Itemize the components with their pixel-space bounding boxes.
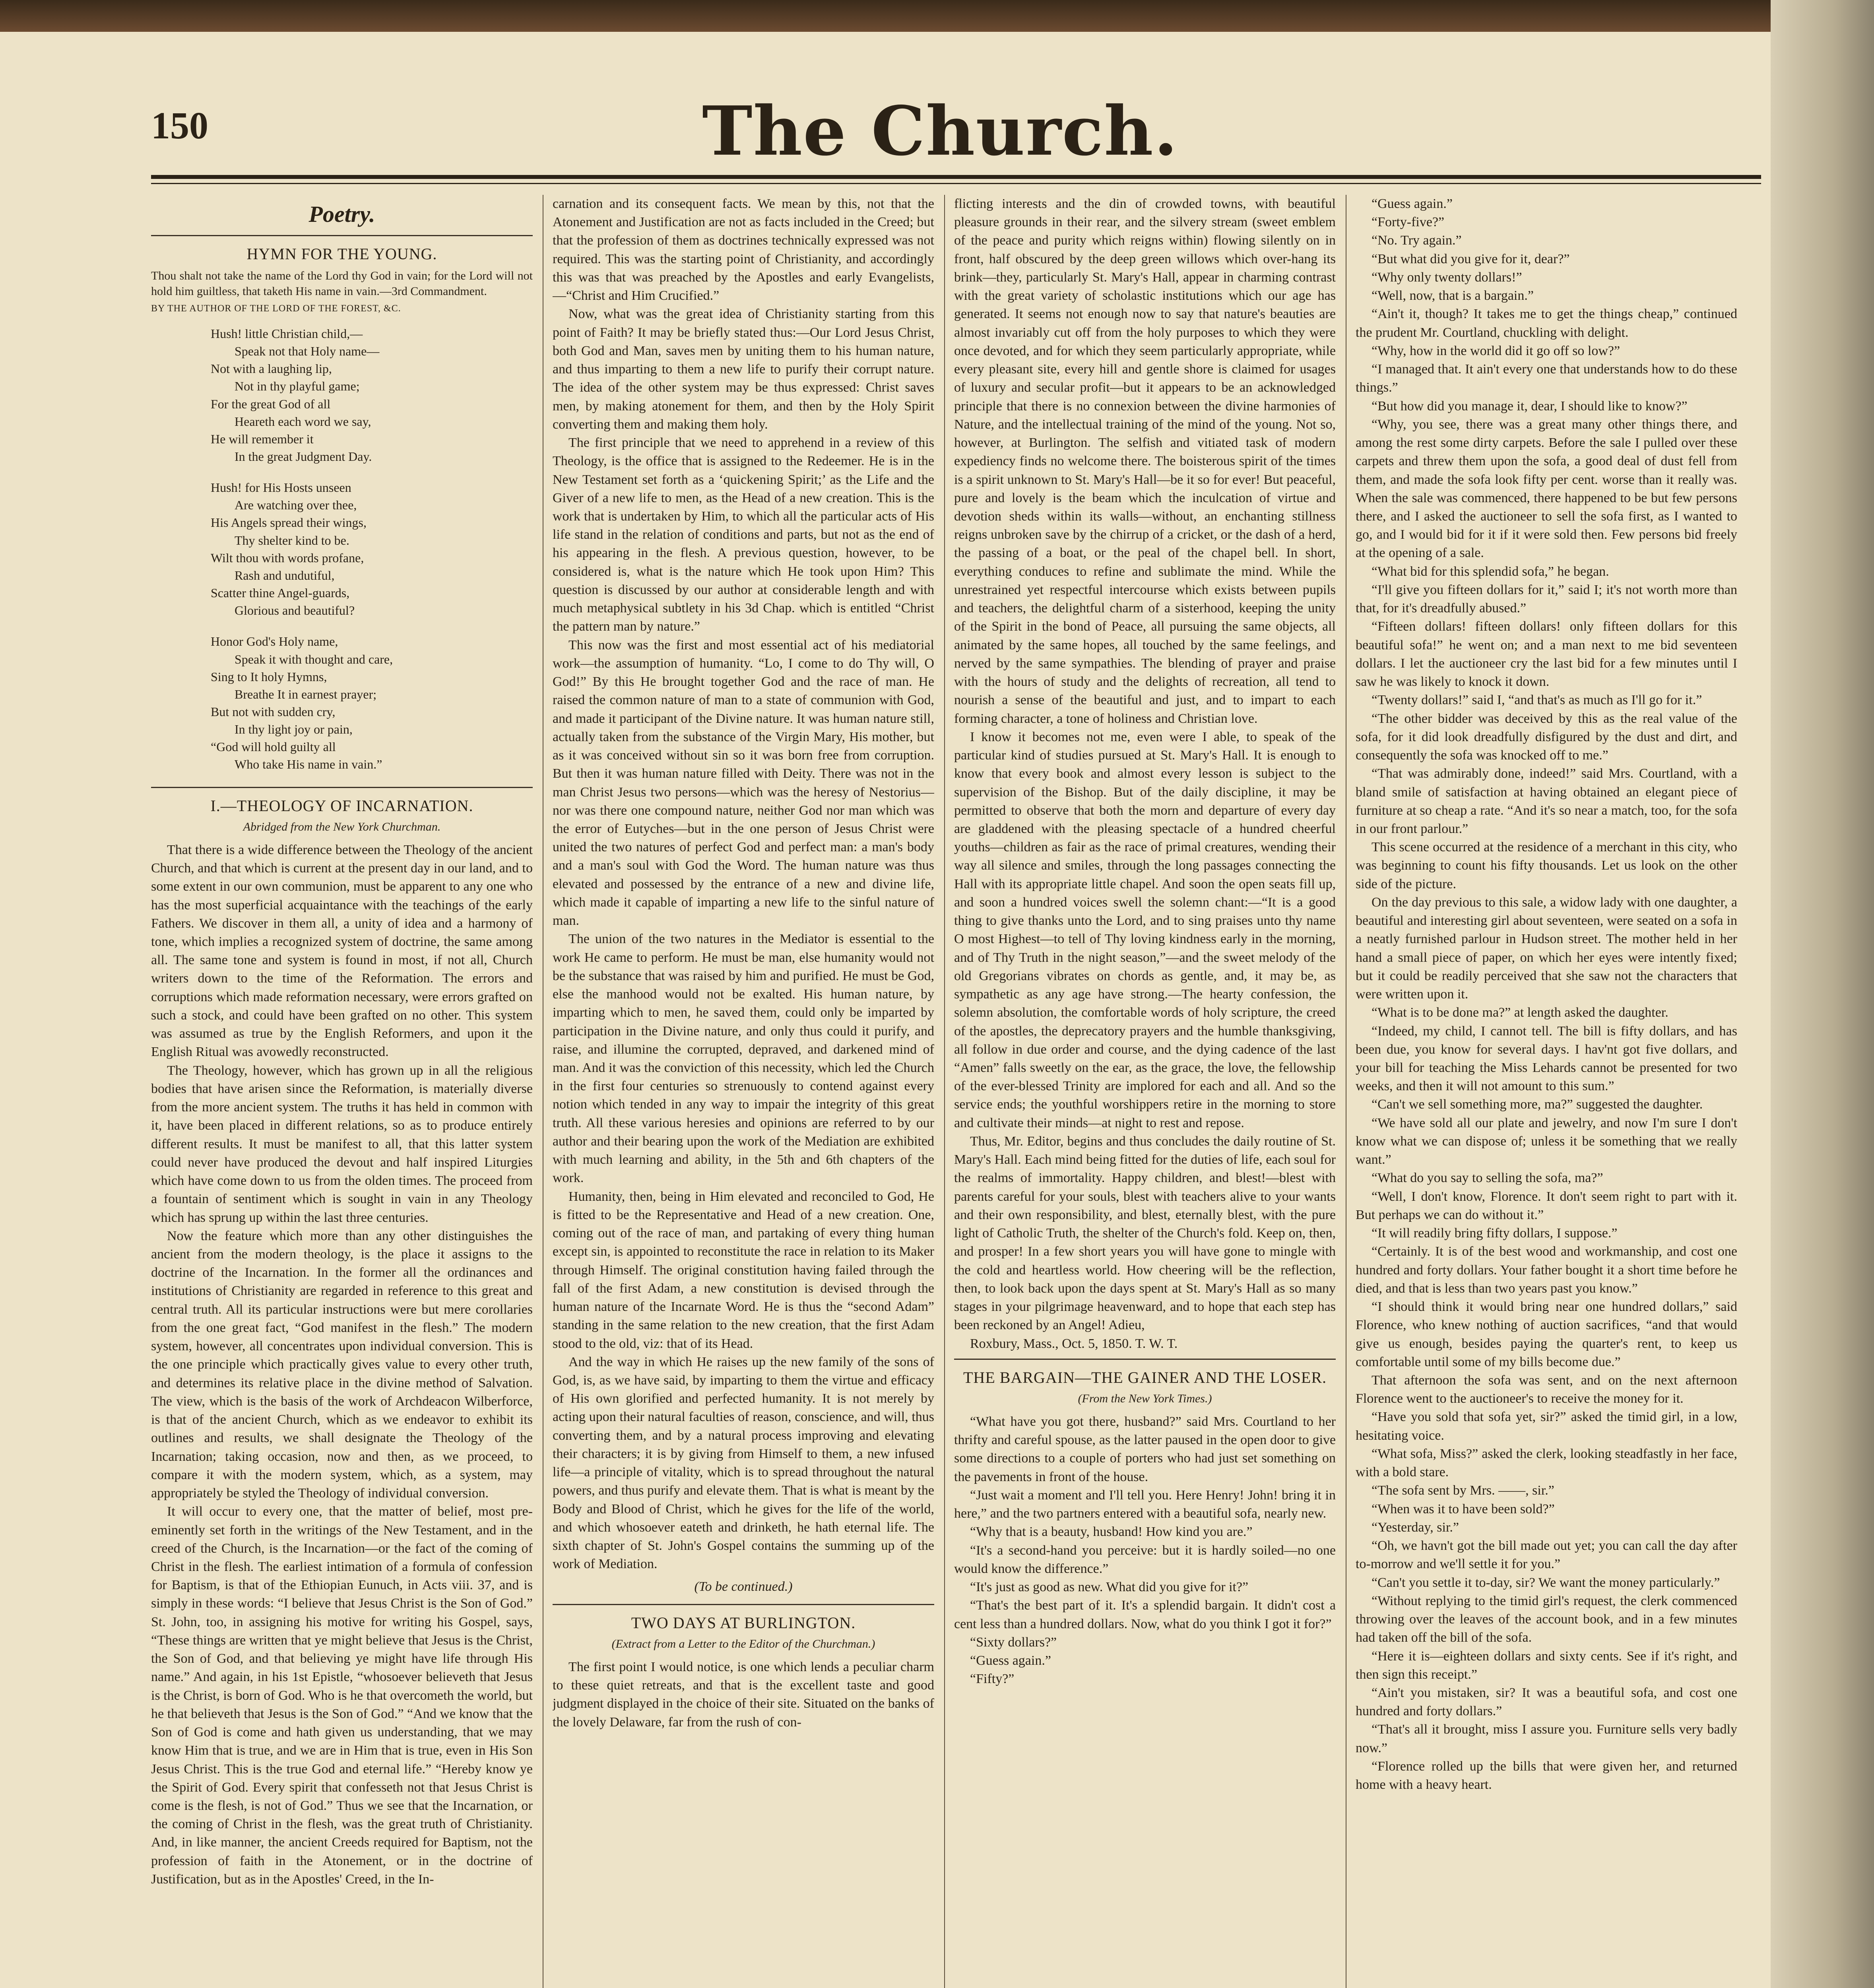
hymn-stanza xyxy=(211,479,533,619)
column-2 xyxy=(553,195,934,1988)
article-paragraph: “Forty-five?” xyxy=(1372,215,1445,230)
article-title: I.—THEOLOGY OF INCARNATION. xyxy=(210,796,473,815)
article-paragraph: Now, what was the great idea of Christianity starting from this point of Faith? It may be briefly stated thus:—Our Lord Jesus Christ, both God and Man, saves men by uniting them to his human nature, and thus imparting to them a new life to purify their corrupt nature. The idea of the other system may be thus expressed: Christ saves men, by making atonement for them, and then by the Holy Spirit converting them and making them holy. xyxy=(553,307,934,432)
article-paragraph: “Certainly. It is of the best wood and workmanship, and cost one hundred and forty dollars. Your father bought it a short time before he died, and that is less than two years past you know.” xyxy=(1356,1244,1737,1296)
page-header xyxy=(119,68,1761,171)
article-paragraph: “The sofa sent by Mrs. ——, sir.” xyxy=(1372,1483,1554,1498)
article-paragraph: “Guess again.” xyxy=(1372,196,1453,211)
verse-line: Glorious and beautiful? xyxy=(235,603,355,618)
columns-container xyxy=(151,195,1761,1988)
article-paragraph: “Florence rolled up the bills that were given her, and returned home with a heavy heart. xyxy=(1356,1759,1737,1792)
article-paragraph: “That's all it brought, miss I assure you. Furniture sells very badly now.” xyxy=(1356,1722,1737,1755)
verse-line: Are watching over thee, xyxy=(235,498,357,513)
hymn-byline: BY THE AUTHOR OF THE LORD OF THE FOREST, &C. xyxy=(151,303,401,314)
hymn-title: HYMN FOR THE YOUNG. xyxy=(246,245,437,263)
article-paragraph: carnation and its consequent facts. We mean by this, not that the Atonement and Justification are not as facts included in the Creed; but that the profession of them as doctrines technically expressed was not required. This was the starting point of Christianity, and accordingly this was that was preached by the Apostles and early Evangelists,—“Christ and Him Crucified.” xyxy=(553,196,934,303)
article-source: (From the New York Times.) xyxy=(1078,1392,1212,1406)
article-paragraph: The first principle that we need to apprehend in a review of this Theology, is the office that is assigned to the Redeemer. He is in the New Testament set forth as a ‘quickening Spirit;’ as the Life and the Giver of a new life to men, as the Head of a new creation. This is the work that is undertaken by Him, to which all the particular acts of His life stand in the relation of conditions and parts, but not as the end of his appearing in the flesh. A previous question, however, to be considered is, what is the nature which He took upon Him? This question is discussed by our author at considerable length and with much metaphysical subtlety in his 3d Chap. which is entitled “Christ the pattern man by nature.” xyxy=(553,435,934,634)
article-paragraph: “Why, how in the world did it go off so low?” xyxy=(1372,343,1620,358)
verse-line: His Angels spread their wings, xyxy=(211,515,367,530)
article-paragraph: “Why that is a beauty, husband! How kind you are.” xyxy=(970,1524,1253,1540)
article-paragraph: “When was it to have been sold?” xyxy=(1372,1501,1555,1516)
verse-line: “God will hold guilty all xyxy=(211,740,336,754)
verse-line: Hush! little Christian child,— xyxy=(211,326,363,341)
article-title: TWO DAYS AT BURLINGTON. xyxy=(631,1613,856,1632)
verse-line: Not with a laughing lip, xyxy=(211,361,332,376)
hymn-stanza xyxy=(211,633,533,773)
article-paragraph: flicting interests and the din of crowded towns, with beautiful pleasure grounds in their rear, and the silvery stream (sweet emblem of the peace and purity which reigns within) flowing silently on in front, half obscured by the deep green willows which over-hang its brink—they, particularly St. Mary's Hall, appear in charming contrast with the great variety of scholastic institutions which our age has generated. It seems not enough now to say that nature's beauties are almost invariably cut off from the holy purposes to which they were once devoted, and for which they seem particularly appropriate, while every pleasant site, every hill and gentle shore is claimed for usages of luxury and secular profit—but it appears to be an acknowledged principle that there is no connexion between the divine harmonies of Nature, and the intellectual training of the mind of the young. Not so, however, at Burlington. The selfish and vitiated task of modern expediency finds no welcome there. The boisterous spirit of the times is a spirit unknown to St. Mary's Hall—be it so for ever! But peaceful, pure and lovely is the beam which the inculcation of virtue and devotion sheds within its walls—without, an enchanting stillness reigns unbroken save by the chirrup of a cricket, or the dash of a herd, the passing of a boat, or the peal of the chapel bell. In short, everything conduces to refine and sublimate the mind. While the unrestrained yet respectful intercourse which exists between pupils and teachers, the delightful charm of a sisterhood, keeping the unity of the Spirit in the bond of Peace, all pursuing the same objects, all animated by the same hopes, all touched by the same feelings, and nerved by the same sympathies. The blending of prayer and praise with the hours of study and the delights of recreation, all tend to nourish a sense of the beautiful and just, and to impart to each forming character, a tone of holiness and Christian love. xyxy=(954,196,1336,726)
article-paragraph: “But what did you give for it, dear?” xyxy=(1372,251,1570,266)
article-paragraph: “That's the best part of it. It's a splendid bargain. It didn't cost a cent less than a hundred dollars. Now, what do you think I got it for?” xyxy=(954,1598,1336,1631)
verse-line: Thy shelter kind to be. xyxy=(235,533,349,547)
article-paragraph: “Why, you see, there was a great many other things there, and among the rest some dirty carpets. Before the sale I pulled over these carpets and threw them upon the sofa, a good deal of dust fell from them, and made the sofa look fifty per cent. worse than it really was. When the sale was commenced, there happened to be but few persons there, and I asked the auctioneer to sell the sofa first, as I wanted to go, and I would bid for it if it were sold then. Few persons bid freely at the opening of a sale. xyxy=(1356,417,1737,561)
article-paragraph: “Fifteen dollars! fifteen dollars! only fifteen dollars for this beautiful sofa!” he went on; and a man next to me bid seventeen dollars. I let the auctioneer cry the last bid for a few minutes until I saw he was likely to knock it down. xyxy=(1356,619,1737,689)
article-title: THE BARGAIN—THE GAINER AND THE LOSER. xyxy=(963,1368,1327,1386)
divider xyxy=(553,1604,934,1605)
masthead-title: The Church. xyxy=(702,91,1178,171)
article-paragraph: “Without replying to the timid girl's request, the clerk commenced throwing over the leaves of the account book, and in a few minutes had taken off the bill of the sofa. xyxy=(1356,1593,1737,1645)
book-binding-edge xyxy=(1771,0,1874,1988)
article-paragraph: On the day previous to this sale, a widow lady with one daughter, a beautiful and interesting girl about seventeen, were seated on a sofa in a neatly furnished parlour in Hudson street. The mother held in her hand a small piece of paper, on which her eyes were intently fixed; but it could be readily perceived that she saw not the characters that were written upon it. xyxy=(1356,895,1737,1002)
article-paragraph: It will occur to every one, that the matter of belief, most pre-eminently set forth in the writings of the New Testament, and in the creed of the Church, is the Incarnation—or the fact of the coming of Christ in the flesh. The earliest intimation of a formula of confession for Baptism, is that of the Ethiopian Eunuch, in Acts viii. 37, and is simply in these words: “I believe that Jesus Christ is the Son of God.” St. John, too, in assigning his motive for writing his Gospel, says, “These things are written that ye might believe that Jesus is the Christ, the Son of God, and that believing ye might have life through His name.” And again, in his 1st Epistle, “whosoever believeth that Jesus is the Christ, is born of God. Who is he that overcometh the world, but he that believeth that Jesus is the Son of God.” “And we know that the Son of God is come and hath given us understanding, that we may know Him that is true, and we are in Him that is true, even in His Son Jesus Christ. This is the true God and eternal life.” “Hereby know ye the Spirit of God. Every spirit that confesseth not that Jesus Christ is come is the flesh, is not of God.” Thus we see that the Incarnation, or the coming of Christ in the flesh, was the great truth of Christianity. And, in like manner, the ancient Creeds required for Baptism, not the profession of faith in the Atonement, or in the doctrine of Justification, but as in the Apostles' Creed, in the In- xyxy=(151,1504,533,1887)
article-paragraph: “Yesterday, sir.” xyxy=(1372,1520,1459,1535)
article-source: (Extract from a Letter to the Editor of the Churchman.) xyxy=(611,1637,875,1651)
verse-line: Who take His name in vain.” xyxy=(235,757,382,772)
article-paragraph: This scene occurred at the residence of a merchant in this city, who was beginning to count his fifty thousands. Let us look on the other side of the picture. xyxy=(1356,840,1737,891)
column-3 xyxy=(954,195,1336,1988)
verse-line: Hush! for His Hosts unseen xyxy=(211,480,351,495)
article-paragraph: “Can't you settle it to-day, sir? We want the money particularly.” xyxy=(1372,1575,1720,1590)
article-paragraph: And the way in which He raises up the new family of the sons of God, is, as we have said, by imparting to them the virtue and efficacy of His own glorified and perfected humanity. It is not merely by acting upon their natural faculties of reason, conscience, and will, thus converting them, and by a natural process improving and elevating their characters; it is by giving from Himself to them, a new infused life—a principle of vitality, which is to spread throughout the natural powers, and thus purify and elevate them. That is what is meant by the Body and Blood of Christ, which he gives for the life of the world, and which whosoever eateth and drinketh, he hath eternal life. The sixth chapter of St. John's Gospel contains the summing up of the work of Mediation. xyxy=(553,1354,934,1572)
article-paragraph: “What bid for this splendid sofa,” he began. xyxy=(1372,564,1609,579)
article-paragraph: That there is a wide difference between the Theology of the ancient Church, and that which is current at the present day in our land, and to some extent in our own communion, must be apparent to any one who has the most superficial acquaintance with the teachings of the early Fathers. We discover in them all, a unity of idea and a harmony of tone, which implies a recognized system of doctrine, the same among all. The same tone and system is found in most, if not all, Church writers down to the time of the Reformation. The errors and corruptions which made reformation necessary, were errors grafted on such a stock, and could have been grafted on no other. This system was assumed as true by the English Reformers, and upon it the English Ritual was avowedly reconstructed. xyxy=(151,842,533,1060)
article-paragraph: “Why only twenty dollars!” xyxy=(1372,270,1522,285)
verse-line: Heareth each word we say, xyxy=(235,414,371,429)
article-paragraph: “Ain't it, though? It takes me to get the things cheap,” continued the prudent Mr. Courtland, chuckling with delight. xyxy=(1356,307,1737,340)
verse-line: Speak not that Holy name— xyxy=(235,344,380,359)
letter-signoff: Roxbury, Mass., Oct. 5, 1850. T. W. T. xyxy=(970,1336,1178,1351)
article-paragraph: That afternoon the sofa was sent, and on the next afternoon Florence went to the auctioneer's to receive the money for it. xyxy=(1356,1373,1737,1406)
article-paragraph: Humanity, then, being in Him elevated and reconciled to God, He is fitted to be the Representative and Head of a new creation. One, coming out of the race of man, and partaking of every thing human except sin, is appointed to reconstitute the race in relation to its Maker through Himself. The original constitution having failed through the fall of the first Adam, a new constitution is devised through the human nature of the Incarnate Word. He is thus the “second Adam” standing in the same relation to the new creation, that the first Adam stood to the old, viz: that of its Head. xyxy=(553,1189,934,1351)
article-paragraph: “I'll give you fifteen dollars for it,” said I; it's not worth more than that, for it's dreadfully abused.” xyxy=(1356,582,1737,616)
verse-line: In the great Judgment Day. xyxy=(235,449,372,464)
article-paragraph: “It's just as good as new. What did you give for it?” xyxy=(970,1580,1249,1595)
header-rule-thick xyxy=(151,175,1761,179)
verse-line: Rash and undutiful, xyxy=(235,568,335,582)
verse-line: Wilt thou with words profane, xyxy=(211,550,364,565)
article-paragraph: “The other bidder was deceived by this as the real value of the sofa, for it did look dreadfully disfigured by the dust and dirt, and consequently the sofa was knocked off to me.” xyxy=(1356,711,1737,763)
verse-line: Speak it with thought and care, xyxy=(235,652,393,666)
poetry-heading: Poetry. xyxy=(308,201,375,227)
hymn-stanza xyxy=(211,325,533,465)
article-paragraph: “What have you got there, husband?” said Mrs. Courtland to her thrifty and careful spouse, as the latter paused in the open door to give some directions to a couple of porters who had just set something on the pavements in front of the house. xyxy=(954,1414,1336,1484)
verse-line: But not with sudden cry, xyxy=(211,705,336,719)
article-paragraph: “We have sold all our plate and jewelry, and now I'm sure I don't know what we can dispose of; unless it be something that we really want.” xyxy=(1356,1115,1737,1167)
article-paragraph: “Have you sold that sofa yet, sir?” asked the timid girl, in a low, hesitating voice. xyxy=(1356,1409,1737,1443)
verse-line: Not in thy playful game; xyxy=(235,379,360,394)
column-divider xyxy=(944,195,945,1988)
divider xyxy=(151,235,533,236)
article-paragraph: “What sofa, Miss?” asked the clerk, looking steadfastly in her face, with a bold stare. xyxy=(1356,1446,1737,1480)
article-paragraph: The first point I would notice, is one which lends a peculiar charm to these quiet retreats, and that is the excellent taste and good judgment displayed in the choice of their site. Situated on the banks of the lovely Delaware, far from the rush of con- xyxy=(553,1660,934,1730)
article-paragraph: Now the feature which more than any other distinguishes the ancient from the modern theology, is the place it assigns to the doctrine of the Incarnation. In the former all the ordinances and institutions of Christianity are regarded in reference to this great and central truth. All its particular instructions were but mere corollaries from the one great fact, “God manifest in the flesh.” The modern system, however, all concentrates upon individual conversion. This is the one principle which practically gives value to every other truth, and determines its relative place in the divine method of Salvation. The view, which is the basis of the work of Archdeacon Wilberforce, is that of the ancient Church, which as we endeavor to exhibit its outlines and results, we shall designate the Theology of the Incarnation; taking occasion, now and then, as we proceed, to compare it with the modern system, which, as a system, may appropriately be styled the Theology of individual conversion. xyxy=(151,1228,533,1501)
verse-line: Scatter thine Angel-guards, xyxy=(211,586,350,600)
verse-line: Sing to It holy Hymns, xyxy=(211,669,327,684)
article-paragraph: This now was the first and most essential act of his mediatorial work—the assumption of humanity. “Lo, I come to do Thy will, O God!” By this He brought together God and the race of man. He raised the common nature of man to a state of communion with God, and made it participant of the Divine nature. It was human nature still, actually taken from the substance of the Virgin Mary, His mother, but as it was conceived without sin so it was born free from corruption. But then it was human nature filled with Deity. There was not in the man Christ Jesus two persons—which was the heresy of Nestorius—nor was there one compound nature, neither God nor man which was the error of Eutyches—but in the one person of Jesus Christ were united the two natures of perfect God and perfect man: a man's body and a man's soul with God the Word. The human nature was thus elevated and possessed by the entrance of a new and divine life, which made it capable of imparting a new life to the sinful nature of man. xyxy=(553,637,934,928)
hymn-epigraph: Thou shalt not take the name of the Lord thy God in vain; for the Lord will not hold him guiltless, that taketh His name in vain.—3rd Commandment. xyxy=(151,269,533,298)
article-paragraph: “Well, now, that is a bargain.” xyxy=(1372,288,1534,303)
verse-line: For the great God of all xyxy=(211,396,331,411)
article-paragraph: “Fifty?” xyxy=(970,1672,1015,1687)
book-binding-top xyxy=(0,0,1874,32)
article-paragraph: The union of the two natures in the Mediator is essential to the work He came to perform. He must be man, else humanity would not be the substance that was raised by him and purified. He must be God, else the manhood would not be exalted. His human nature, by imparting which to men, he saved them, could only be imparted by participation in the Divine nature, and only thus could it purify, and raise, and illumine the corrupted, depraved, and darkened mind of man. And it was the conviction of this necessity, which led the Church in the first four centuries so strenuously to contend against every notion which tended in any way to impair the integrity of this great truth. All these various heresies and opinions are referred to by our author and their bearing upon the work of the Mediation are exhibited with much learning and ability, in the 5th and 6th chapters of the work. xyxy=(553,932,934,1186)
column-1 xyxy=(151,195,533,1988)
article-paragraph: “What is to be done ma?” at length asked the daughter. xyxy=(1372,1005,1668,1020)
verse-line: He will remember it xyxy=(211,431,314,446)
divider xyxy=(151,787,533,788)
newspaper-page xyxy=(119,68,1761,1988)
column-4 xyxy=(1356,195,1737,1988)
article-paragraph: “That was admirably done, indeed!” said Mrs. Courtland, with a bland smile of satisfaction at having obtained an elegant piece of furniture at so cheap a rate. “And it's so near a match, too, for the sofa in our front parlour.” xyxy=(1356,766,1737,836)
article-paragraph: “I managed that. It ain't every one that understands how to do these things.” xyxy=(1356,362,1737,395)
verse-line: In thy light joy or pain, xyxy=(235,722,353,737)
article-paragraph: “But how did you manage it, dear, I should like to know?” xyxy=(1372,398,1688,414)
article-paragraph: “I should think it would bring near one hundred dollars,” said Florence, who knew nothing of auction sacrifices, “and that would give us enough, besides paying the quarter's rent, to keep us comfortable until some of my bills become due.” xyxy=(1356,1299,1737,1369)
article-paragraph: Thus, Mr. Editor, begins and thus concludes the daily routine of St. Mary's Hall. Each mind being fitted for the duties of life, each soul for the realms of immortality. Happy children, and blest!—blest with parents careful for your souls, blest with teachers alive to your wants and their own responsibility, and blest, eternally blest, with the pure light of Catholic Truth, the shelter of the Church's fold. Keep on, then, and prosper! In a few short years you will have gone to mingle with the cold and heartless world. How cheering will be the reflection, then, to look back upon the days spent at St. Mary's Hall as so many stages in your pilgrimage heavenward, and to hope that each step has been reckoned by an Angel! Adieu, xyxy=(954,1134,1336,1333)
article-paragraph: “Here it is—eighteen dollars and sixty cents. See if it's right, and then sign this receipt.” xyxy=(1356,1648,1737,1682)
article-paragraph: “Oh, we havn't got the bill made out yet; you can call the day after to-morrow and we'll settle it for you.” xyxy=(1356,1538,1737,1572)
page-number: 150 xyxy=(151,104,208,147)
article-paragraph: “Ain't you mistaken, sir? It was a beautiful sofa, and cost one hundred and forty dollars.” xyxy=(1356,1685,1737,1719)
article-paragraph: “Well, I don't know, Florence. It don't seem right to part with it. But perhaps we can do without it.” xyxy=(1356,1189,1737,1222)
to-be-continued: (To be continued.) xyxy=(694,1579,793,1594)
article-paragraph: “Indeed, my child, I cannot tell. The bill is fifty dollars, and has been due, you know for several days. I hav'nt got five dollars, and your bill for teaching the Miss Lehards cannot be presented for two weeks, and then it will not amount to this sum.” xyxy=(1356,1023,1737,1094)
article-paragraph: “No. Try again.” xyxy=(1372,233,1462,248)
article-paragraph: “What do you say to selling the sofa, ma?” xyxy=(1372,1171,1603,1186)
article-source: Abridged from the New York Churchman. xyxy=(243,820,441,834)
article-paragraph: “It will readily bring fifty dollars, I suppose.” xyxy=(1372,1226,1618,1241)
verse-line: Breathe It in earnest prayer; xyxy=(235,687,377,701)
article-paragraph: I know it becomes not me, even were I able, to speak of the particular kind of studies pursued at St. Mary's Hall. It is enough to know that every book and almost every lesson is subject to the supervision of the Bishop. But of the daily discipline, it may be permitted to observe that both the morn and departure of every day are gladdened with the pleasing spectacle of a hundred cheerful youths—children as fair as the race of primal creatures, wending their way all silence and smiles, through the long passages connecting the Hall with its appropriate little chapel. And soon the open seats fill up, and soon a hundred voices swell the solemn chant:—“It is a good thing to give thanks unto the Lord, and to sing praises unto thy name O most Highest—to tell of Thy loving kindness early in the morning, and of Thy Truth in the night season,”—and the sweet melody of the old Gregorians vibrates on chords as gentle, and, it may be, as sympathetic as any age have strong.—The hearty confession, the solemn absolution, the comfortable words of holy scripture, the creed of the apostles, the deprecatory prayers and the humble thanksgiving, all follow in due order and course, and the dying cadence of the last “Amen” falls sweetly on the ear, as the grace, the love, the fellowship of the ever-blessed Trinity are implored for each and all. And so the service ends; the youthful worshippers retire in the morning to store and cultivate their minds—at night to rest and repose. xyxy=(954,729,1336,1130)
article-paragraph: “Twenty dollars!” said I, “and that's as much as I'll go for it.” xyxy=(1372,693,1702,708)
article-paragraph: “Can't we sell something more, ma?” suggested the daughter. xyxy=(1372,1097,1703,1112)
article-paragraph: “It's a second-hand you perceive: but it is hardly soiled—no one would know the difference.” xyxy=(954,1543,1336,1576)
article-paragraph: “Just wait a moment and I'll tell you. Here Henry! John! bring it in here,” and the two partners entered with a beautiful sofa, nearly new. xyxy=(954,1487,1336,1521)
verse-line: Honor God's Holy name, xyxy=(211,634,338,649)
article-paragraph: The Theology, however, which has grown up in all the religious bodies that have arisen since the Reformation, is materially diverse from the more ancient system. The truths it has held in common with it, have been placed in different relations, so as to produce entirely different results. It must be manifest to all, that this latter system could never have produced the devout and half inspired Liturgies which have come down to us from the olden times. The proceed from a fountain of sentiment which is sought in vain in any Theology which has sprung up within the last three centuries. xyxy=(151,1063,533,1225)
article-paragraph: “Guess again.” xyxy=(970,1653,1051,1668)
article-paragraph: “Sixty dollars?” xyxy=(970,1635,1057,1650)
divider xyxy=(954,1359,1336,1360)
header-rule-thin xyxy=(151,183,1761,184)
